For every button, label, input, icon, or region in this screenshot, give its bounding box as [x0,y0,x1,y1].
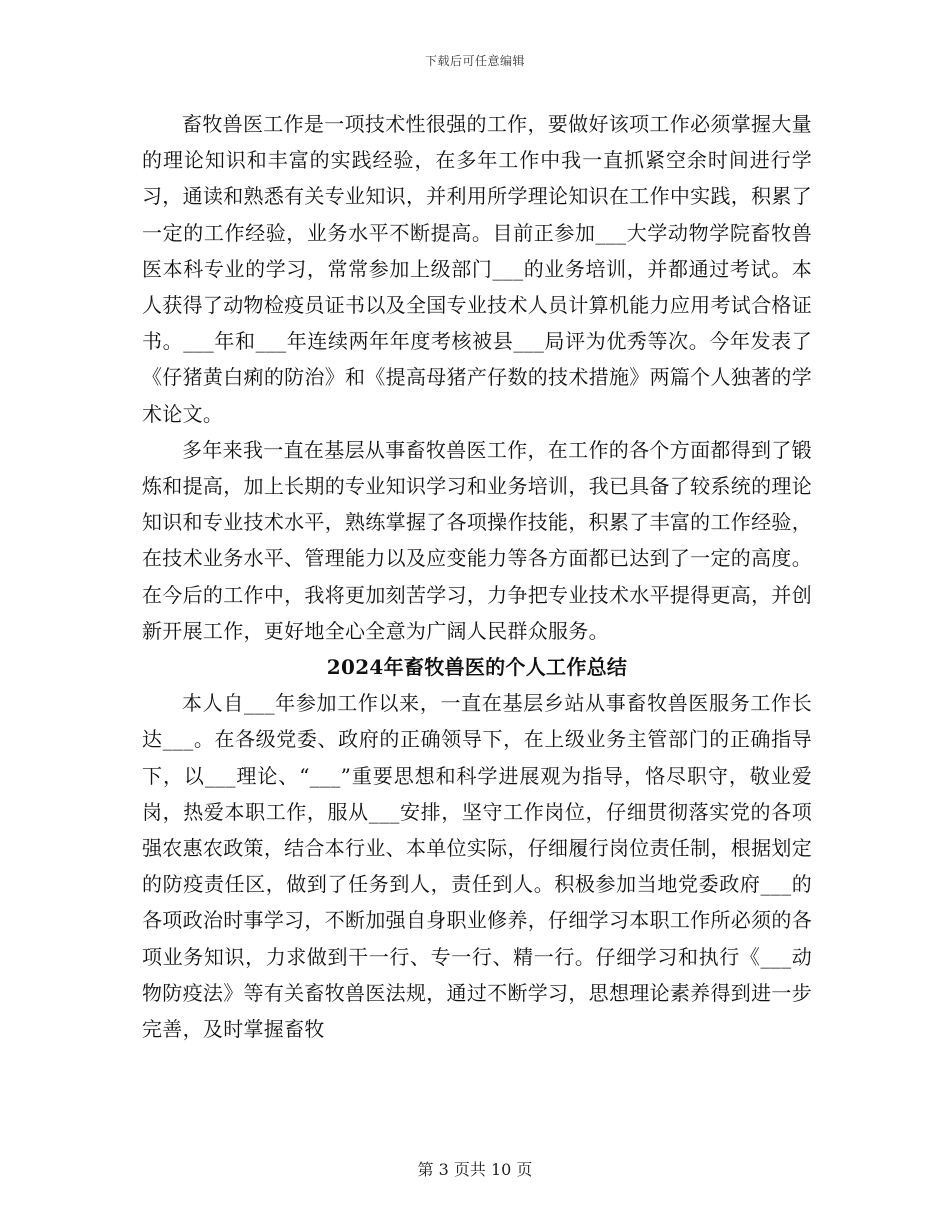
paragraph-2: 多年来我一直在基层从事畜牧兽医工作，在工作的各个方面都得到了锻炼和提高，加上长期的专业知识学习和业务培训，我已具备了较系统的理论知识和专业技术水平，熟练掌握了各项操作技能，积累了丰富的工作经验，在技术业务水平、管理能力以及应变能力等各方面都已达到了一定的高度。在今后的工作中，我将更加刻苦学习，力争把专业技术水平提得更高，并创新开展工作，更好地全心全意为广阔人民群众服务。 [142,437,812,643]
document-body [142,106,812,1047]
section-paragraph: 本人自___年参加工作以来，一直在基层乡站从事畜牧兽医服务工作长达___。在各级党委、政府的正确领导下，在上级业务主管部门的正确指导下，以___理论、“___”重要思想和科学进展观为指导，恪尽职守，敬业爱岗，热爱本职工作，服从___安排，坚守工作岗位，仔细贯彻落实党的各项强农惠农政策，结合本行业、本单位实际，仔细履行岗位责任制，根据划定的防疫责任区，做到了任务到人，责任到人。积极参加当地党委政府___的各项政治时事学习，不断加强自身职业修养，仔细学习本职工作所必须的各项业务知识，力求做到干一行、专一行、精一行。仔细学习和执行《___动物防疫法》等有关畜牧兽医法规，通过不断学习，思想理论素养得到进一步完善，及时掌握畜牧 [142,691,812,1042]
page-footer: 第 3 页共 10 页 [417,1160,533,1179]
page-header: 下载后可任意编辑 [424,54,525,68]
section-title: 2024年畜牧兽医的个人工作总结 [326,655,628,680]
paragraph-1: 畜牧兽医工作是一项技术性很强的工作，要做好该项工作必须掌握大量的理论知识和丰富的实践经验，在多年工作中我一直抓紧空余时间进行学习，通读和熟悉有关专业知识，并利用所学理论知识在工作中实践，积累了一定的工作经验，业务水平不断提高。目前正参加___大学动物学院畜牧兽医本科专业的学习，常常参加上级部门___的业务培训，并都通过考试。本人获得了动物检疫员证书以及全国专业技术人员计算机能力应用考试合格证书。___年和___年连续两年年度考核被县___局评为优秀等次。今年发表了《仔猪黄白痢的防治》和《提高母猪产仔数的技术措施》两篇个人独著的学术论文。 [142,112,812,426]
